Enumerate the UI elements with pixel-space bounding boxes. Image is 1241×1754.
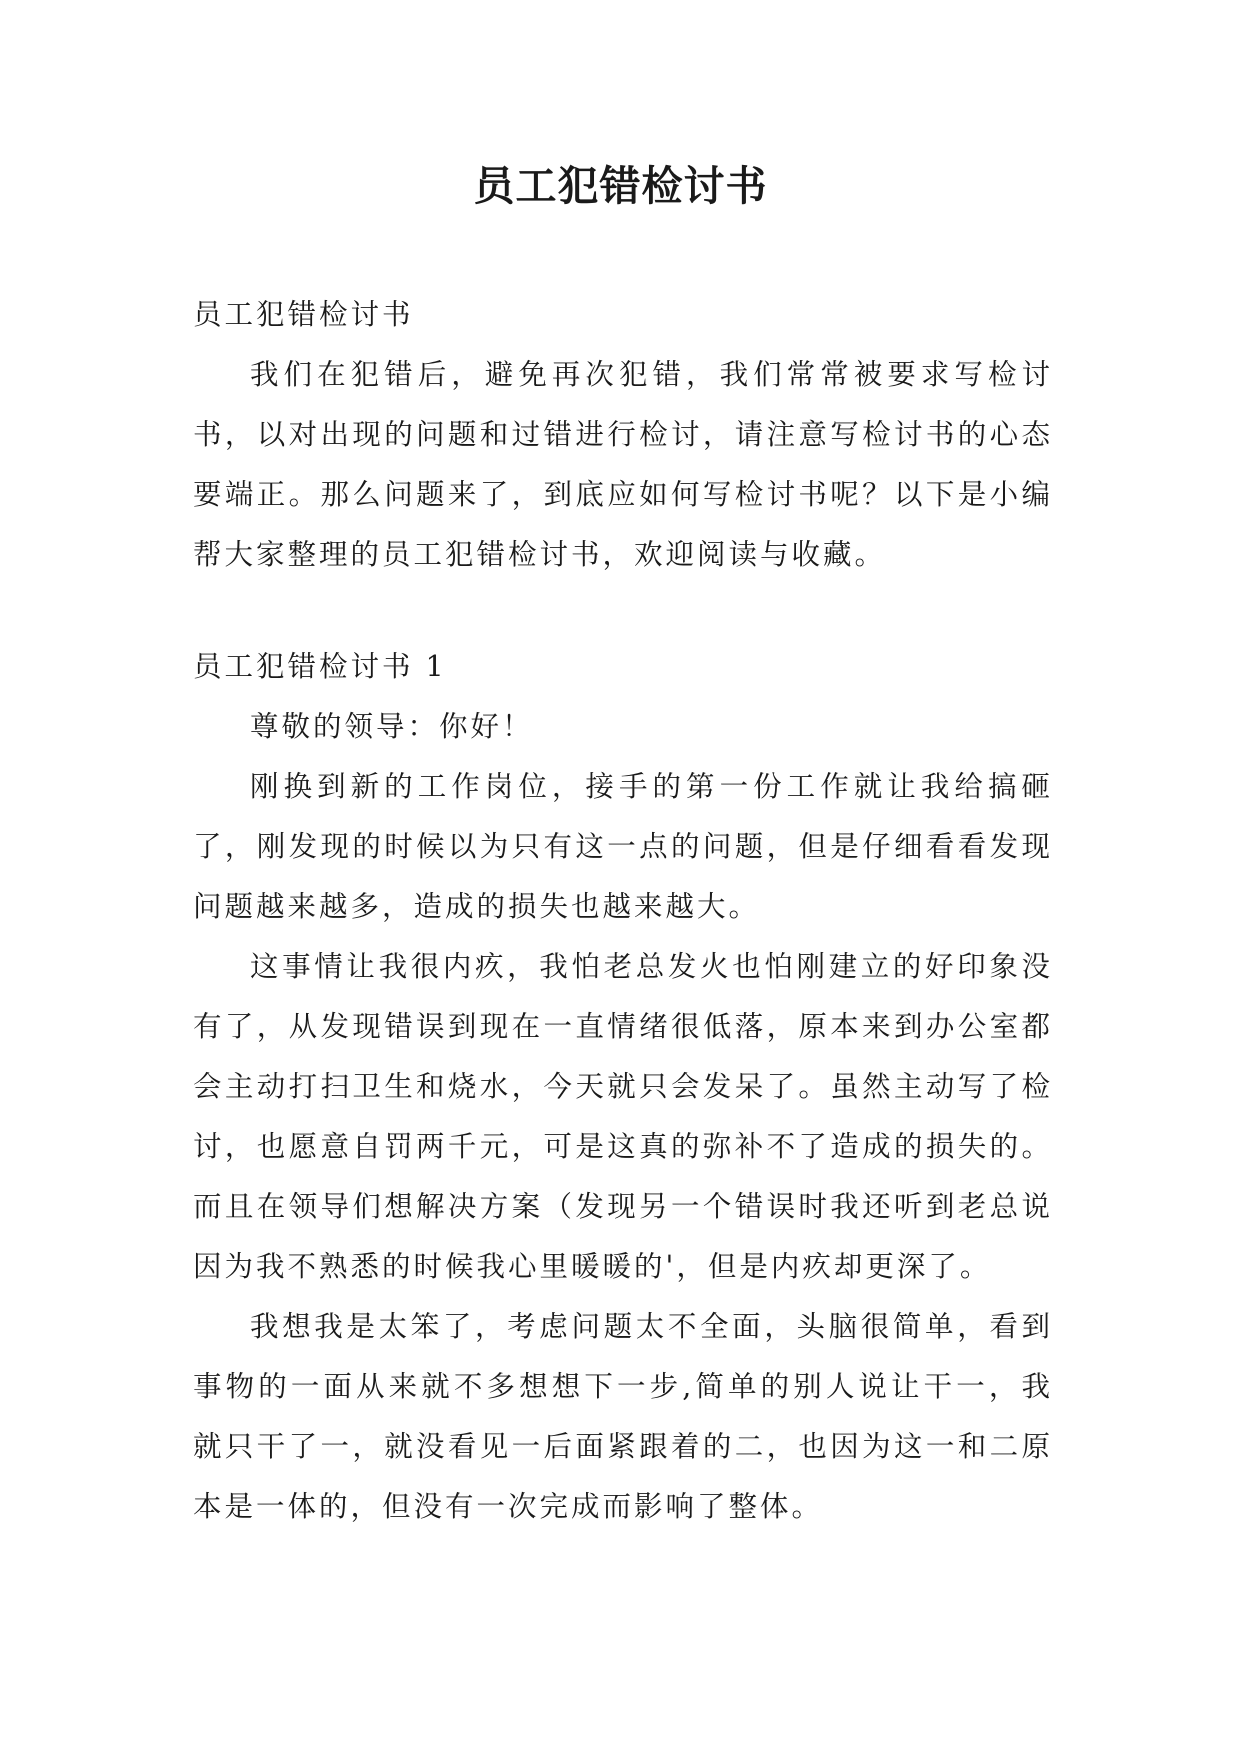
intro-heading: 员工犯错检讨书 [193,298,414,331]
letter-heading: 员工犯错检讨书 1 [193,650,447,683]
letter-paragraph: 刚换到新的工作岗位，接手的第一份工作就让我给搞砸了，刚发现的时候以为只有这一点的问题，但是仔细看看发现问题越来越多，造成的损失也越来越大。 [193,770,1053,923]
letter-section [193,637,1053,1537]
intro-paragraph: 我们在犯错后，避免再次犯错，我们常常被要求写检讨书，以对出现的问题和过错进行检讨，请注意写检讨书的心态要端正。那么问题来了，到底应如何写检讨书呢？以下是小编帮大家整理的员工犯错检讨书，欢迎阅读与收藏。 [193,358,1053,571]
document-title: 员工犯错检讨书 [473,162,768,210]
letter-paragraph: 这事情让我很内疚，我怕老总发火也怕刚建立的好印象没有了，从发现错误到现在一直情绪很低落，原本来到办公室都会主动打扫卫生和烧水，今天就只会发呆了。虽然主动写了检讨，也愿意自罚两千元，可是这真的弥补不了造成的损失的。而且在领导们想解决方案（发现另一个错误时我还听到老总说因为我不熟悉的时候我心里暖暖的'，但是内疚却更深了。 [193,950,1053,1283]
intro-section [193,285,1053,585]
letter-paragraph: 我想我是太笨了，考虑问题太不全面，头脑很简单，看到事物的一面从来就不多想想下一步,简单的别人说让干一，我就只干了一，就没看见一后面紧跟着的二，也因为这一和二原本是一体的，但没有一次完成而影响了整体。 [193,1310,1053,1523]
letter-salutation: 尊敬的领导：你好！ [250,710,534,743]
